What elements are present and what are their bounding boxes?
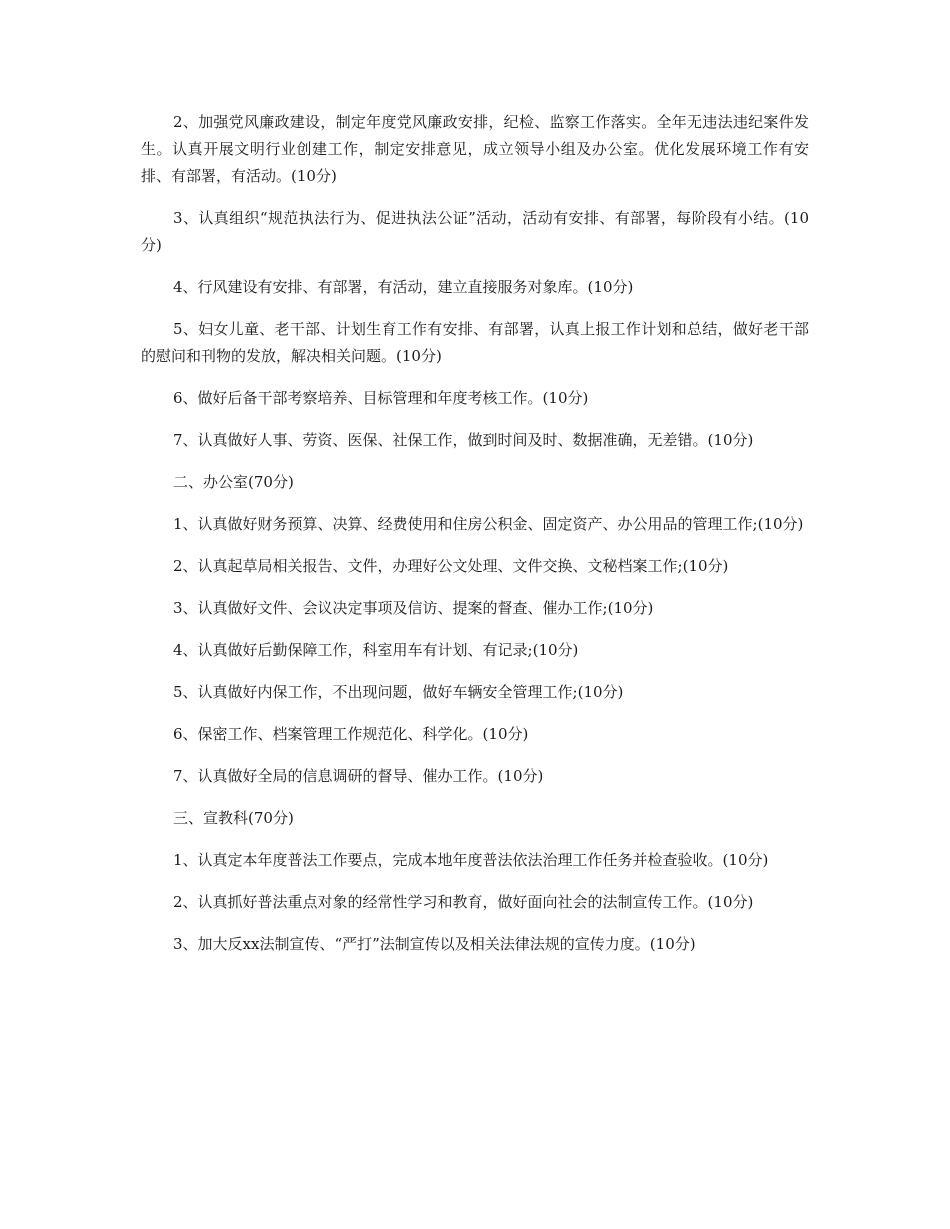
paragraph: 4、认真做好后勤保障工作，科室用车有计划、有记录;(10分) — [173, 641, 579, 659]
paragraph: 7、认真做好全局的信息调研的督导、催办工作。(10分) — [173, 767, 544, 785]
paragraph: 7、认真做好人事、劳资、医保、社保工作，做到时间及时、数据准确，无差错。(10分) — [173, 431, 754, 449]
paragraph: 5、认真做好内保工作，不出现问题，做好车辆安全管理工作;(10分) — [173, 683, 624, 701]
paragraph: 3、认真做好文件、会议决定事项及信访、提案的督查、催办工作;(10分) — [173, 599, 654, 617]
document-body — [141, 109, 809, 973]
paragraph: 4、行风建设有安排、有部署，有活动，建立直接服务对象库。(10分) — [173, 278, 634, 296]
section-heading: 二、办公室(70分) — [173, 473, 294, 491]
paragraph: 2、加强党风廉政建设，制定年度党风廉政安排，纪检、监察工作落实。全年无违法违纪案件发生。认真开展文明行业创建工作，制定安排意见，成立领导小组及办公室。优化发展环境工作有安排、有部署，有活动。(10分) — [141, 113, 809, 185]
paragraph: 1、认真做好财务预算、决算、经费使用和住房公积金、固定资产、办公用品的管理工作;(10分) — [173, 515, 804, 533]
paragraph: 2、认真抓好普法重点对象的经常性学习和教育，做好面向社会的法制宣传工作。(10分) — [173, 893, 754, 911]
paragraph: 1、认真定本年度普法工作要点，完成本地年度普法依法治理工作任务并检查验收。(10分) — [173, 851, 769, 869]
paragraph: 6、做好后备干部考察培养、目标管理和年度考核工作。(10分) — [173, 389, 589, 407]
paragraph: 5、妇女儿童、老干部、计划生育工作有安排、有部署，认真上报工作计划和总结，做好老干部的慰问和刊物的发放，解决相关问题。(10分) — [141, 320, 809, 365]
paragraph: 2、认真起草局相关报告、文件，办理好公文处理、文件交换、文秘档案工作;(10分) — [173, 557, 729, 575]
paragraph: 6、保密工作、档案管理工作规范化、科学化。(10分) — [173, 725, 529, 743]
paragraph: 3、加大反xx法制宣传、“严打”法制宣传以及相关法律法规的宣传力度。(10分) — [173, 935, 696, 953]
paragraph: 3、认真组织“规范执法行为、促进执法公证”活动，活动有安排、有部署，每阶段有小结。(10分) — [141, 209, 809, 254]
section-heading: 三、宣教科(70分) — [173, 809, 294, 827]
